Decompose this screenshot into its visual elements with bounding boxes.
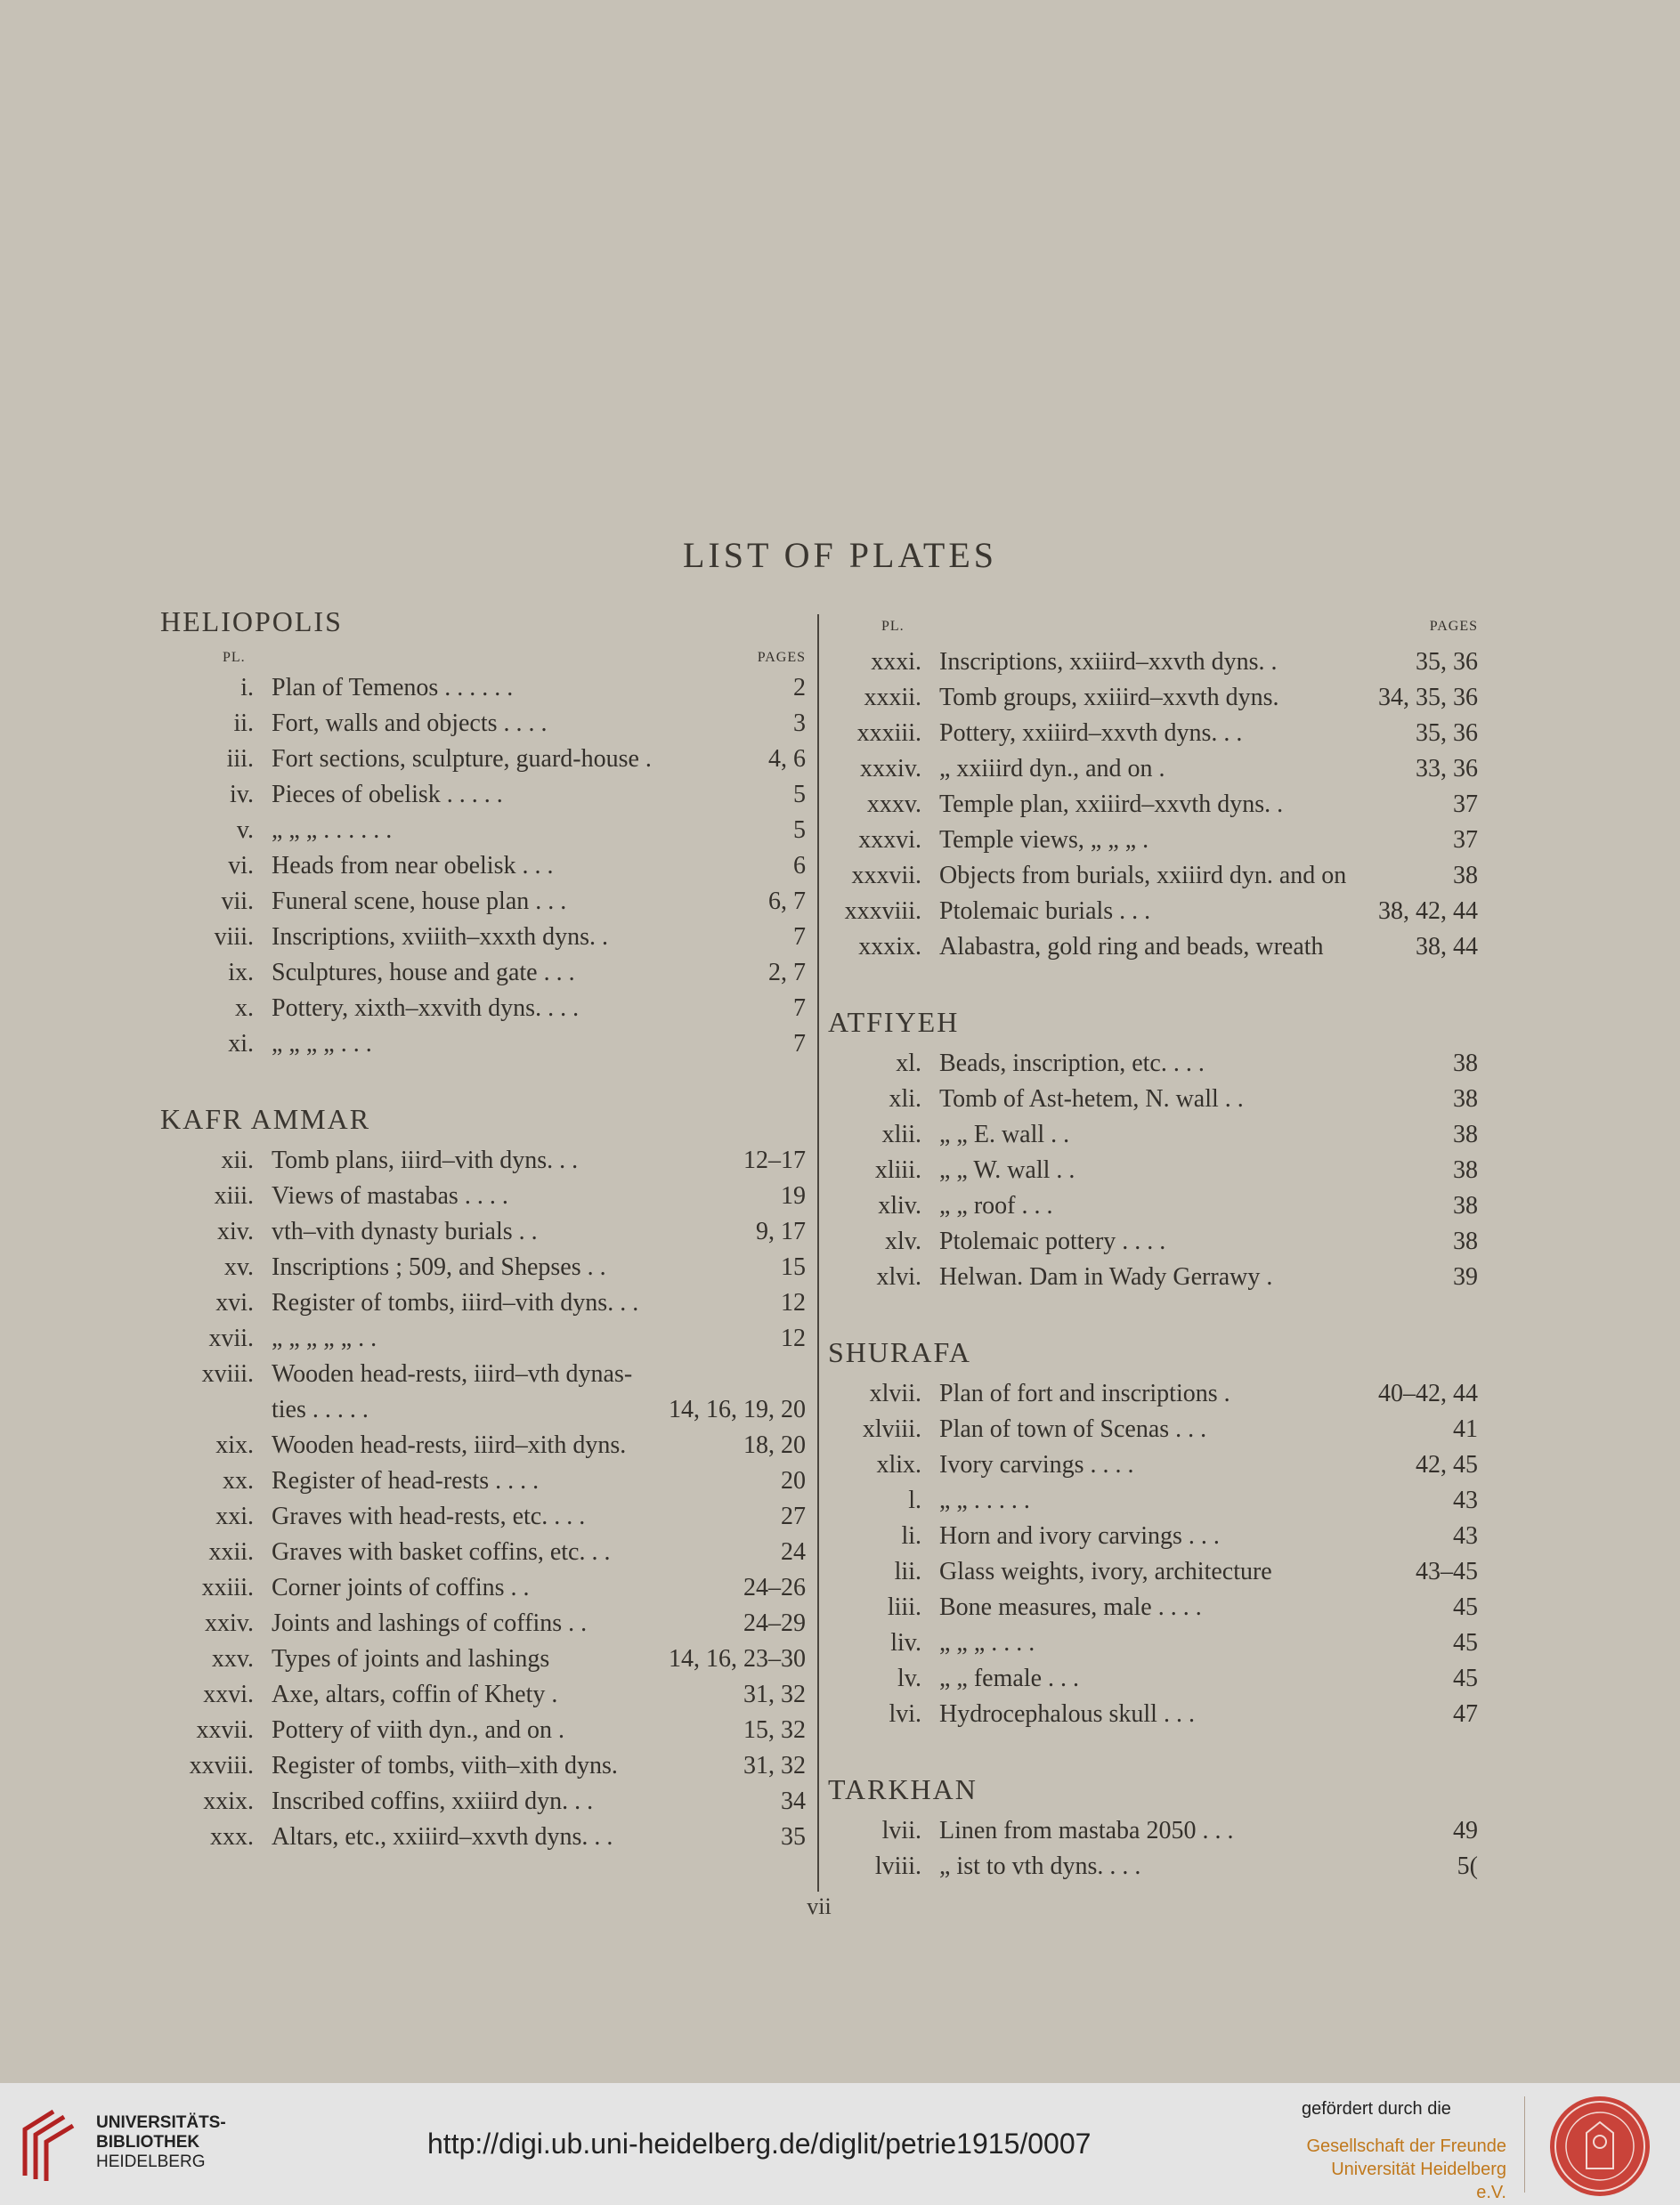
plate-pages: 38, 44 [1416, 933, 1478, 961]
plate-description: Bone measures, male . . . . [939, 1593, 1202, 1621]
plate-pages: 2, 7 [768, 959, 806, 986]
plate-row [828, 1046, 1478, 1082]
plate-description: Tomb of Ast-hetem, N. wall . . [939, 1085, 1244, 1113]
plate-number: xxxvi. [858, 826, 921, 854]
plate-row [828, 1483, 1478, 1519]
plate-row [160, 1392, 806, 1428]
university-library-name [96, 2113, 226, 2172]
plate-pages: 24–26 [743, 1574, 806, 1601]
plate-row [160, 1179, 806, 1214]
plate-row [160, 1428, 806, 1463]
plate-pages: 27 [781, 1503, 806, 1530]
plate-description: Sculptures, house and gate . . . [272, 959, 575, 986]
plate-pages: 45 [1453, 1665, 1478, 1692]
plate-row [828, 1590, 1478, 1625]
plate-row [160, 813, 806, 848]
left-column [160, 605, 806, 1855]
sponsor-name-line1: Gesellschaft der Freunde [1306, 2136, 1506, 2156]
plate-description: Objects from burials, xxiiird dyn. and on [939, 862, 1347, 889]
plate-row [160, 706, 806, 742]
plate-number: iii. [226, 745, 254, 773]
header-pl: PL. [223, 650, 246, 665]
plate-row [828, 1697, 1478, 1732]
plate-description: Ivory carvings . . . . [939, 1451, 1134, 1479]
plate-row [828, 894, 1478, 929]
plate-description: Corner joints of coffins . . [272, 1574, 530, 1601]
plate-pages: 31, 32 [743, 1752, 806, 1779]
plate-description: Beads, inscription, etc. . . . [939, 1050, 1205, 1077]
plate-description: Glass weights, ivory, architecture [939, 1558, 1272, 1585]
plate-number: xliv. [878, 1192, 921, 1220]
footer-bar [0, 2083, 1680, 2205]
plate-pages: 45 [1453, 1593, 1478, 1621]
plate-number: xlvii. [869, 1380, 921, 1407]
plate-row [828, 1260, 1478, 1295]
plate-pages: 43 [1453, 1487, 1478, 1514]
sponsor-name-line2: Universität Heidelberg e.V. [1331, 2160, 1506, 2202]
plate-pages: 12 [781, 1289, 806, 1317]
plate-number: i. [240, 674, 254, 701]
plate-row [160, 1214, 806, 1250]
plate-number: lv. [897, 1665, 921, 1692]
plate-row [160, 920, 806, 955]
plate-number: xx. [223, 1467, 254, 1495]
plate-row [828, 1661, 1478, 1697]
plate-row [828, 1412, 1478, 1447]
plate-row [160, 670, 806, 706]
plate-row [160, 1748, 806, 1784]
plate-pages: 19 [781, 1182, 806, 1210]
plate-number: xxxvii. [851, 862, 921, 889]
plate-row [828, 751, 1478, 787]
plate-number: xiv. [217, 1218, 254, 1245]
plate-number: xxii. [208, 1538, 254, 1566]
plate-number: xv. [223, 1253, 254, 1281]
plate-pages: 3 [793, 709, 806, 737]
plate-row [828, 1376, 1478, 1412]
plate-row [828, 716, 1478, 751]
plate-row [160, 1784, 806, 1820]
plate-row [160, 1026, 806, 1062]
plate-pages: 38, 42, 44 [1378, 897, 1478, 925]
right-column [828, 605, 1478, 1885]
plate-pages: 12 [781, 1325, 806, 1352]
plate-number: xxxv. [866, 790, 921, 818]
plate-description: Types of joints and lashings [272, 1645, 550, 1673]
document-url-link[interactable]: http://digi.ub.uni-heidelberg.de/diglit/petrie1915/0007 [427, 2128, 1092, 2160]
plate-number: xviii. [201, 1360, 254, 1388]
plate-description: „ „ E. wall . . [939, 1121, 1070, 1148]
page-number: vii [807, 1893, 832, 1919]
plate-row [828, 1117, 1478, 1153]
plate-pages: 14, 16, 23–30 [669, 1645, 806, 1673]
plate-pages: 7 [793, 923, 806, 951]
plate-number: xi. [228, 1030, 254, 1058]
plate-number: xliii. [874, 1156, 921, 1184]
section-title: HELIOPOLIS [160, 605, 343, 637]
plate-description: Inscriptions ; 509, and Shepses . . [272, 1253, 606, 1281]
plate-row [160, 1535, 806, 1570]
plate-number: iv. [230, 781, 254, 808]
plate-pages: 5( [1457, 1852, 1478, 1880]
plate-number: xix. [215, 1431, 254, 1459]
plate-number: xli. [889, 1085, 921, 1113]
plate-number: v. [236, 816, 254, 844]
plate-row [160, 991, 806, 1026]
plate-description: „ „ „ „ „ . . [272, 1325, 377, 1352]
plate-row [160, 1820, 806, 1855]
plate-number: ix. [228, 959, 254, 986]
plate-row [160, 1713, 806, 1748]
section-gap [828, 1732, 1478, 1773]
plate-description: Plan of fort and inscriptions . [939, 1380, 1230, 1407]
plate-pages: 43 [1453, 1522, 1478, 1550]
plate-description: „ „ roof . . . [939, 1192, 1053, 1220]
plate-description: Funeral scene, house plan . . . [272, 888, 567, 915]
plate-pages: 24–29 [743, 1609, 806, 1637]
plate-description: „ „ „ . . . . . . [272, 816, 393, 844]
plate-number: xxx. [210, 1823, 254, 1851]
plate-number: xxxiii. [856, 719, 921, 747]
plate-number: lviii. [874, 1852, 921, 1880]
plate-number: xxiii. [201, 1574, 254, 1601]
plate-description: Ptolemaic pottery . . . . [939, 1228, 1166, 1255]
plate-pages: 15 [781, 1253, 806, 1281]
plate-description: Inscriptions, xxiiird–xxvth dyns. . [939, 648, 1278, 676]
plate-number: xxvi. [203, 1681, 254, 1708]
plate-description: Register of tombs, iiird–vith dyns. . . [272, 1289, 639, 1317]
plate-description: Temple plan, xxiiird–xxvth dyns. . [939, 790, 1284, 818]
plate-number: xxix. [203, 1788, 254, 1815]
plate-row [160, 1250, 806, 1285]
plate-pages: 6 [793, 852, 806, 880]
plate-pages: 34, 35, 36 [1378, 684, 1478, 711]
section-gap [828, 965, 1478, 1006]
plate-pages: 9, 17 [756, 1218, 806, 1245]
plate-pages: 18, 20 [743, 1431, 806, 1459]
plate-description: Altars, etc., xxiiird–xxvth dyns. . . [272, 1823, 613, 1851]
plate-description: Pottery, xixth–xxvith dyns. . . . [272, 994, 580, 1022]
plate-pages: 38 [1453, 1085, 1478, 1113]
plate-description: Axe, altars, coffin of Khety . [272, 1681, 558, 1708]
plate-pages: 6, 7 [768, 888, 806, 915]
plate-row [160, 1463, 806, 1499]
plate-number: xxxix. [858, 933, 921, 961]
plate-row [828, 929, 1478, 965]
plate-description: Joints and lashings of coffins . . [272, 1609, 588, 1637]
plate-number: xii. [221, 1147, 254, 1174]
plate-number: xvi. [215, 1289, 254, 1317]
plate-number: xxi. [215, 1503, 254, 1530]
plate-description: Fort, walls and objects . . . . [272, 709, 548, 737]
plate-pages: 24 [781, 1538, 806, 1566]
plate-number: xlviii. [862, 1415, 921, 1443]
library-name-line3: HEIDELBERG [96, 2152, 206, 2171]
plate-row [828, 787, 1478, 823]
plate-description: Linen from mastaba 2050 . . . [939, 1817, 1234, 1844]
plate-pages: 45 [1453, 1629, 1478, 1657]
column-header [160, 645, 806, 670]
plate-description: „ „ „ „ . . . [272, 1030, 372, 1058]
plate-pages: 33, 36 [1416, 755, 1478, 782]
plate-row [828, 1447, 1478, 1483]
plate-description: Views of mastabas . . . . [272, 1182, 508, 1210]
plate-pages: 14, 16, 19, 20 [669, 1396, 806, 1423]
plate-description: „ xxiiird dyn., and on . [939, 755, 1165, 782]
plate-number: liv. [890, 1629, 921, 1657]
section-title: TARKHAN [828, 1773, 978, 1805]
plate-number: xlvi. [876, 1263, 921, 1291]
plate-pages: 35, 36 [1416, 719, 1478, 747]
plate-description: „ „ . . . . . [939, 1487, 1030, 1514]
plate-description: Wooden head-rests, iiird–vth dynas- [272, 1360, 633, 1388]
plate-description: „ „ female . . . [939, 1665, 1080, 1692]
plate-number: xl. [896, 1050, 921, 1077]
plate-description: Graves with basket coffins, etc. . . [272, 1538, 611, 1566]
library-name-line2: BIBLIOTHEK [96, 2133, 200, 2152]
header-pages: PAGES [757, 650, 806, 665]
plate-row [160, 1357, 806, 1392]
plate-pages: 20 [781, 1467, 806, 1495]
plate-row [160, 777, 806, 813]
plate-pages: 38 [1453, 1156, 1478, 1184]
plate-row [160, 742, 806, 777]
plate-description: Fort sections, sculpture, guard-house . [272, 745, 652, 773]
column-header [828, 614, 1478, 639]
plate-description: Pieces of obelisk . . . . . [272, 781, 503, 808]
plate-pages: 40–42, 44 [1378, 1380, 1478, 1407]
plate-description: „ ist to vth dyns. . . . [939, 1852, 1141, 1880]
plate-description: Inscribed coffins, xxiiird dyn. . . [272, 1788, 594, 1815]
plate-row [828, 644, 1478, 680]
plate-row [160, 1677, 806, 1713]
plate-row [828, 1082, 1478, 1117]
plate-pages: 5 [793, 816, 806, 844]
plate-row [160, 1143, 806, 1179]
plate-row [160, 1606, 806, 1642]
plate-description: Tomb groups, xxiiird–xxvth dyns. [939, 684, 1279, 711]
plate-number: li. [901, 1522, 921, 1550]
plate-number: xxiv. [205, 1609, 254, 1637]
plate-number: xlii. [881, 1121, 921, 1148]
plate-row [828, 1188, 1478, 1224]
plate-number: viii. [214, 923, 254, 951]
plate-pages: 31, 32 [743, 1681, 806, 1708]
header-pl: PL. [881, 619, 905, 634]
plate-row [160, 1570, 806, 1606]
plate-description: Hydrocephalous skull . . . [939, 1700, 1195, 1728]
section-gap [160, 1062, 806, 1103]
plate-number: xxxviii. [844, 897, 921, 925]
plate-description: Wooden head-rests, iiird–xith dyns. [272, 1431, 627, 1459]
plate-row [160, 1642, 806, 1677]
plate-description: Register of tombs, viith–xith dyns. [272, 1752, 618, 1779]
column-divider [817, 614, 819, 1892]
plate-number: vi. [228, 852, 254, 880]
plate-description: Heads from near obelisk . . . [272, 852, 554, 880]
plate-pages: 2 [793, 674, 806, 701]
plate-number: xxxii. [864, 684, 921, 711]
plate-description: Helwan. Dam in Wady Gerrawy . [939, 1263, 1273, 1291]
plate-pages: 37 [1453, 826, 1478, 854]
plate-row [828, 1849, 1478, 1885]
plate-pages: 37 [1453, 790, 1478, 818]
plate-number: lii. [894, 1558, 921, 1585]
sponsor-name [1300, 2135, 1506, 2204]
plate-pages: 38 [1453, 1050, 1478, 1077]
plate-pages: 12–17 [743, 1147, 806, 1174]
university-seal-icon [1547, 2094, 1652, 2199]
plate-description: Pottery, xxiiird–xxvth dyns. . . [939, 719, 1243, 747]
plate-number: lvi. [889, 1700, 921, 1728]
plate-description: Graves with head-rests, etc. . . . [272, 1503, 586, 1530]
plate-description: Temple views, „ „ „ . [939, 826, 1149, 854]
plate-pages: 7 [793, 994, 806, 1022]
plate-pages: 42, 45 [1416, 1451, 1478, 1479]
plate-row [828, 1554, 1478, 1590]
plate-number: xxvii. [196, 1716, 254, 1744]
plate-pages: 5 [793, 781, 806, 808]
plate-number: x. [235, 994, 254, 1022]
header-pages: PAGES [1429, 619, 1478, 634]
plate-row [828, 823, 1478, 858]
plate-description: Pottery of viith dyn., and on . [272, 1716, 564, 1744]
plate-pages: 4, 6 [768, 745, 806, 773]
section-title: KAFR AMMAR [160, 1103, 371, 1135]
library-name-line1: UNIVERSITÄTS- [96, 2113, 226, 2132]
plate-row [160, 1285, 806, 1321]
section-title: ATFIYEH [828, 1006, 960, 1038]
plate-pages: 43–45 [1416, 1558, 1478, 1585]
plate-number: vii. [221, 888, 254, 915]
plate-row [160, 884, 806, 920]
plate-description: Tomb plans, iiird–vith dyns. . . [272, 1147, 579, 1174]
plate-description: Plan of Temenos . . . . . . [272, 674, 514, 701]
plate-description: Inscriptions, xviiith–xxxth dyns. . [272, 923, 608, 951]
plate-number: xxv. [211, 1645, 254, 1673]
plate-pages: 35, 36 [1416, 648, 1478, 676]
plate-row [828, 680, 1478, 716]
plate-number: liii. [887, 1593, 921, 1621]
plate-pages: 47 [1453, 1700, 1478, 1728]
plate-pages: 49 [1453, 1817, 1478, 1844]
plate-description: vth–vith dynasty burials . . [272, 1218, 538, 1245]
footer-separator [1524, 2096, 1525, 2193]
plate-pages: 41 [1453, 1415, 1478, 1443]
plate-row [160, 955, 806, 991]
university-library-logo-icon [18, 2103, 80, 2183]
plate-number: xiii. [214, 1182, 254, 1210]
plate-number: l. [908, 1487, 921, 1514]
plate-number: xxxiv. [860, 755, 921, 782]
plate-pages: 38 [1453, 1121, 1478, 1148]
plate-pages: 34 [781, 1788, 806, 1815]
section-title: SHURAFA [828, 1336, 971, 1368]
plate-number: xvii. [208, 1325, 254, 1352]
plate-number: lvii. [881, 1817, 921, 1844]
funded-by-label: gefördert durch die [1302, 2099, 1451, 2119]
plate-pages: 7 [793, 1030, 806, 1058]
plate-pages: 38 [1453, 862, 1478, 889]
plate-row [828, 1625, 1478, 1661]
plate-description: ties . . . . . [272, 1396, 369, 1423]
plate-number: xxxi. [871, 648, 921, 676]
plate-row [160, 1499, 806, 1535]
plate-row [828, 1813, 1478, 1849]
plate-description: Plan of town of Scenas . . . [939, 1415, 1207, 1443]
section-gap [828, 1295, 1478, 1336]
page-title: LIST OF PLATES [682, 535, 998, 575]
plate-number: xxviii. [189, 1752, 254, 1779]
plate-row [828, 1519, 1478, 1554]
plate-row [160, 1321, 806, 1357]
plate-row [828, 1153, 1478, 1188]
plate-number: xlix. [876, 1451, 921, 1479]
plate-description: „ „ „ . . . . [939, 1629, 1035, 1657]
plate-pages: 35 [781, 1823, 806, 1851]
plate-description: Horn and ivory carvings . . . [939, 1522, 1220, 1550]
plate-number: xlv. [885, 1228, 921, 1255]
plate-number: ii. [233, 709, 254, 737]
plate-row [828, 1224, 1478, 1260]
plate-description: „ „ W. wall . . [939, 1156, 1075, 1184]
plate-description: Register of head-rests . . . . [272, 1467, 540, 1495]
plate-row [828, 858, 1478, 894]
plate-description: Ptolemaic burials . . . [939, 897, 1151, 925]
plate-description: Alabastra, gold ring and beads, wreath [939, 933, 1324, 961]
plate-pages: 39 [1453, 1263, 1478, 1291]
plate-pages: 38 [1453, 1192, 1478, 1220]
plate-pages: 38 [1453, 1228, 1478, 1255]
plate-row [160, 848, 806, 884]
plate-pages: 15, 32 [743, 1716, 806, 1744]
